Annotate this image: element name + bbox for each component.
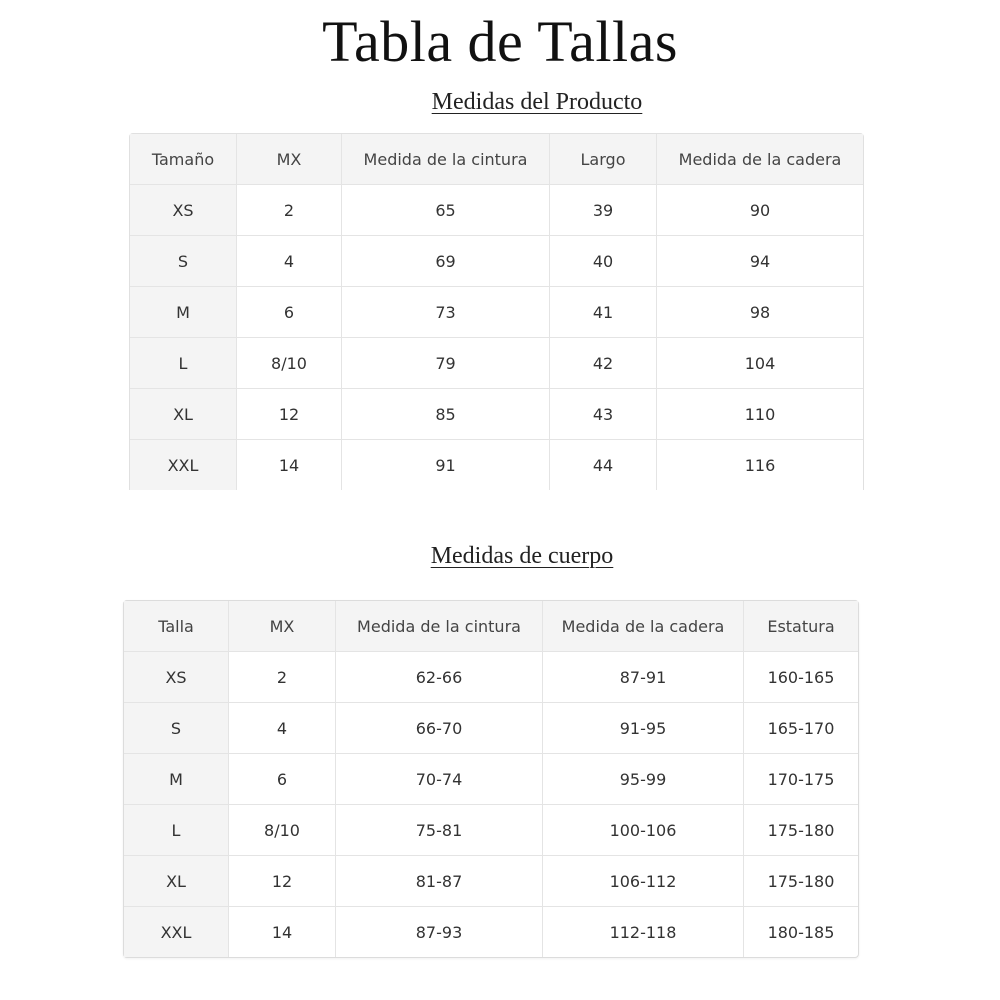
table-row bbox=[124, 703, 858, 754]
table-cell: 2 bbox=[237, 185, 342, 236]
column-header: Medida de la cintura bbox=[342, 134, 550, 185]
table-header-row bbox=[124, 601, 858, 652]
table-cell: 14 bbox=[237, 440, 342, 490]
column-header: Medida de la cadera bbox=[543, 601, 744, 652]
size-cell: M bbox=[130, 287, 237, 338]
table-cell: 73 bbox=[342, 287, 550, 338]
table-cell: 44 bbox=[550, 440, 657, 490]
table-cell: 42 bbox=[550, 338, 657, 389]
table-cell: 104 bbox=[657, 338, 863, 389]
column-header: Medida de la cadera bbox=[657, 134, 863, 185]
table-cell: 116 bbox=[744, 455, 776, 475]
column-header: MX bbox=[237, 134, 342, 185]
table-row bbox=[124, 652, 858, 703]
size-cell: XL bbox=[130, 389, 237, 440]
size-cell: L bbox=[124, 805, 229, 856]
table-cell: 87-91 bbox=[543, 652, 744, 703]
table-cell: 70-74 bbox=[336, 754, 543, 805]
table-row bbox=[124, 754, 858, 805]
table-cell: 8/10 bbox=[237, 338, 342, 389]
table-row bbox=[124, 856, 858, 907]
table-cell: 4 bbox=[229, 703, 336, 754]
column-header: Largo bbox=[550, 134, 657, 185]
column-header: Estatura bbox=[744, 601, 858, 652]
table-cell: 12 bbox=[229, 856, 336, 907]
table-row bbox=[130, 440, 863, 490]
size-cell: XS bbox=[130, 185, 237, 236]
product-measurements-table bbox=[129, 133, 864, 490]
table-cell: 65 bbox=[342, 185, 550, 236]
body-measurements-heading: Medidas de cuerpo bbox=[430, 543, 614, 569]
table-cell: 100-106 bbox=[543, 805, 744, 856]
table-cell: 106-112 bbox=[543, 856, 744, 907]
table-cell: 12 bbox=[237, 389, 342, 440]
table-cell: 2 bbox=[229, 652, 336, 703]
table-cell: 98 bbox=[657, 287, 863, 338]
table-cell: 91 bbox=[342, 440, 550, 490]
table-row bbox=[130, 389, 863, 440]
table-cell: 75-81 bbox=[336, 805, 543, 856]
table-row bbox=[130, 338, 863, 389]
table-cell: 180-185 bbox=[767, 922, 835, 942]
size-cell: S bbox=[124, 703, 229, 754]
table-row bbox=[124, 805, 858, 856]
size-cell: S bbox=[130, 236, 237, 287]
table-cell: 62-66 bbox=[336, 652, 543, 703]
table-cell: 95-99 bbox=[543, 754, 744, 805]
body-measurements-table bbox=[123, 600, 859, 958]
table-cell: 85 bbox=[342, 389, 550, 440]
table-cell: 4 bbox=[237, 236, 342, 287]
table-cell: 90 bbox=[657, 185, 863, 236]
table-cell: 170-175 bbox=[744, 754, 858, 805]
table-cell: 94 bbox=[657, 236, 863, 287]
size-cell: XL bbox=[124, 856, 229, 907]
table-header-row bbox=[130, 134, 863, 185]
column-header: Medida de la cintura bbox=[336, 601, 543, 652]
size-cell: XS bbox=[124, 652, 229, 703]
table-cell: 14 bbox=[229, 907, 336, 957]
size-cell: M bbox=[124, 754, 229, 805]
table-cell: 8/10 bbox=[229, 805, 336, 856]
table-cell: 81-87 bbox=[336, 856, 543, 907]
table-row bbox=[124, 907, 858, 957]
column-header: Tamaño bbox=[130, 134, 237, 185]
column-header: MX bbox=[229, 601, 336, 652]
size-cell: XXL bbox=[130, 440, 237, 490]
table-cell: 165-170 bbox=[744, 703, 858, 754]
table-cell: 6 bbox=[229, 754, 336, 805]
table-row bbox=[130, 185, 863, 236]
table-cell: 40 bbox=[550, 236, 657, 287]
table-cell: 6 bbox=[237, 287, 342, 338]
table-cell: 66-70 bbox=[336, 703, 543, 754]
page-title: Tabla de Tallas bbox=[322, 9, 678, 74]
size-cell: L bbox=[130, 338, 237, 389]
table-cell: 39 bbox=[550, 185, 657, 236]
table-cell: 87-93 bbox=[336, 907, 543, 957]
product-measurements-heading: Medidas del Producto bbox=[431, 89, 643, 115]
table-cell: 41 bbox=[550, 287, 657, 338]
table-cell: 43 bbox=[550, 389, 657, 440]
table-cell: 175-180 bbox=[744, 856, 858, 907]
column-header: Talla bbox=[124, 601, 229, 652]
table-cell: 175-180 bbox=[744, 805, 858, 856]
table-cell: 160-165 bbox=[744, 652, 858, 703]
size-cell: XXL bbox=[124, 907, 229, 957]
table-cell: 110 bbox=[657, 389, 863, 440]
table-cell: 79 bbox=[342, 338, 550, 389]
table-cell: 91-95 bbox=[543, 703, 744, 754]
table-cell: 112-118 bbox=[543, 907, 744, 957]
table-row bbox=[130, 287, 863, 338]
table-row bbox=[130, 236, 863, 287]
table-cell: 69 bbox=[342, 236, 550, 287]
